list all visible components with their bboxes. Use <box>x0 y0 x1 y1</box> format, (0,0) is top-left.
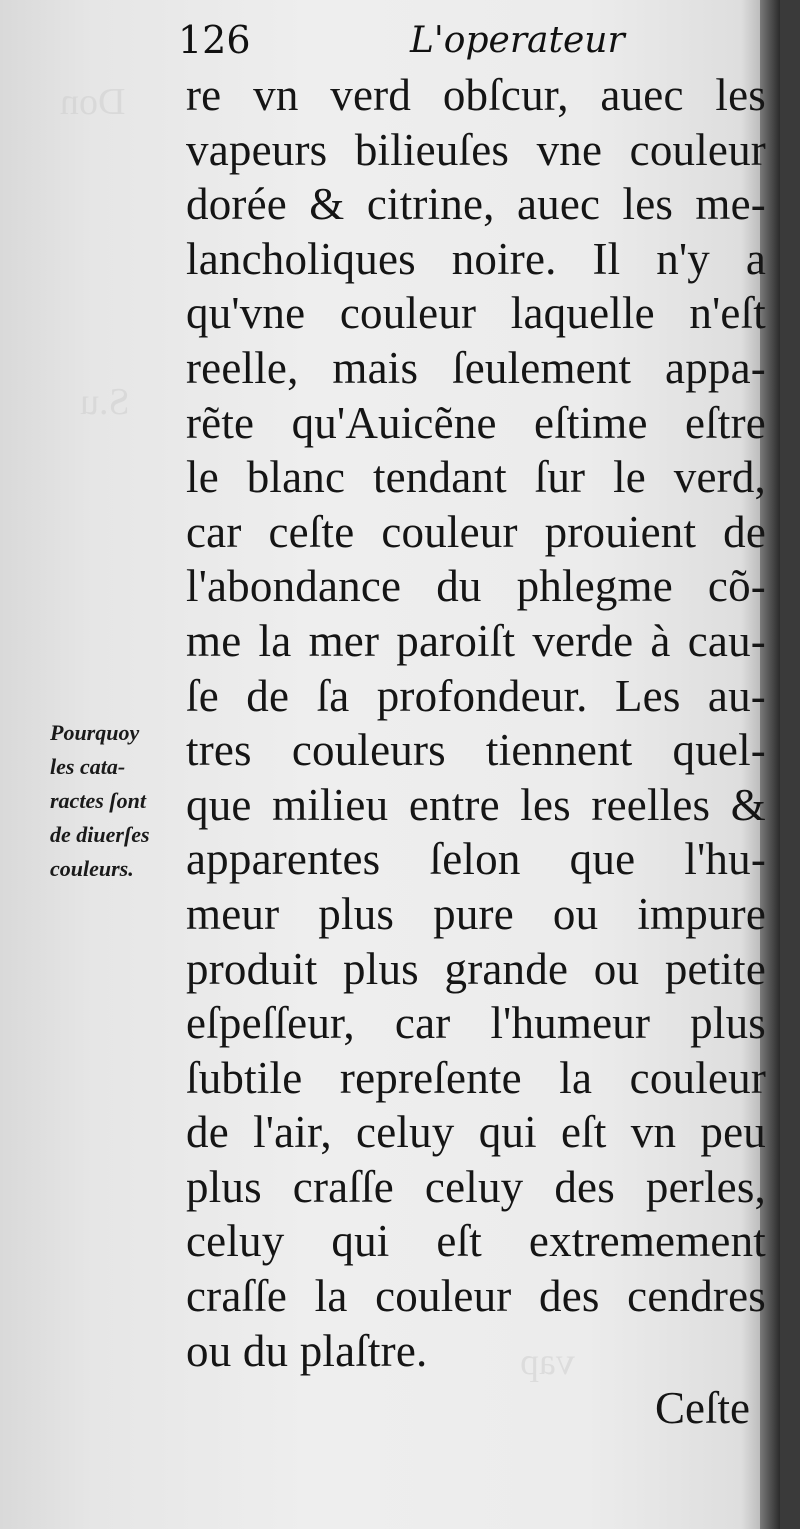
text-line: tres couleurs tiennent quel- <box>186 725 766 776</box>
text-line: plus craſſe celuy des perles, <box>186 1161 766 1212</box>
text-line: vapeurs bilieuſes vne couleur <box>186 124 766 175</box>
marginal-note <box>50 716 182 886</box>
page-number: 126 <box>178 18 251 62</box>
show-through-text: Don <box>60 81 126 123</box>
text-line: me la mer paroiſt verde à cau- <box>186 615 766 666</box>
text-line: celuy qui eſt extremement <box>186 1216 766 1267</box>
text-line: qu'vne couleur laquelle n'eſt <box>186 288 766 339</box>
show-through-text: vap <box>520 1341 575 1383</box>
text-line: ou du plaſtre. <box>186 1325 428 1376</box>
text-line: l'abondance du phlegme cõ- <box>186 561 766 612</box>
page-header <box>178 18 625 68</box>
text-line: meur plus pure ou impure <box>186 888 766 939</box>
text-line: de l'air, celuy qui eſt vn peu <box>186 1107 766 1158</box>
marginal-note-line: ractes ſont <box>50 788 146 813</box>
text-line: rẽte qu'Auicẽne eſtime eſtre <box>186 397 766 448</box>
marginal-note-line: de diuerſes <box>50 822 150 847</box>
text-line: produit plus grande ou petite <box>186 943 766 994</box>
body-text <box>186 68 766 1378</box>
text-line: craſſe la couleur des cendres <box>186 1271 766 1322</box>
text-line: apparentes ſelon que l'hu- <box>186 834 766 885</box>
catchword: Ceſte <box>655 1383 750 1433</box>
marginal-note-line: Pourquoy <box>50 720 140 745</box>
text-line: reelle, mais ſeulement appa- <box>186 342 766 393</box>
text-line: que milieu entre les reelles & <box>186 779 766 830</box>
marginal-note-line: couleurs. <box>50 856 134 881</box>
show-through-text: S.u <box>80 381 130 423</box>
text-line: ſe de ſa profondeur. Les au- <box>186 670 766 721</box>
running-title: L'operateur <box>410 20 625 61</box>
text-line: eſpeſſeur, car l'humeur plus <box>186 998 766 1049</box>
text-line: le blanc tendant ſur le verd, <box>186 452 766 503</box>
text-line: re vn verd obſcur, auec les <box>186 70 766 120</box>
text-line: dorée & citrine, auec les me- <box>186 179 766 230</box>
marginal-note-line: les cata- <box>50 754 126 779</box>
text-line: lancholiques noire. Il n'y a <box>186 233 766 284</box>
text-line: ſubtile repreſente la couleur <box>186 1052 766 1103</box>
text-line: car ceſte couleur prouient de <box>186 506 766 557</box>
